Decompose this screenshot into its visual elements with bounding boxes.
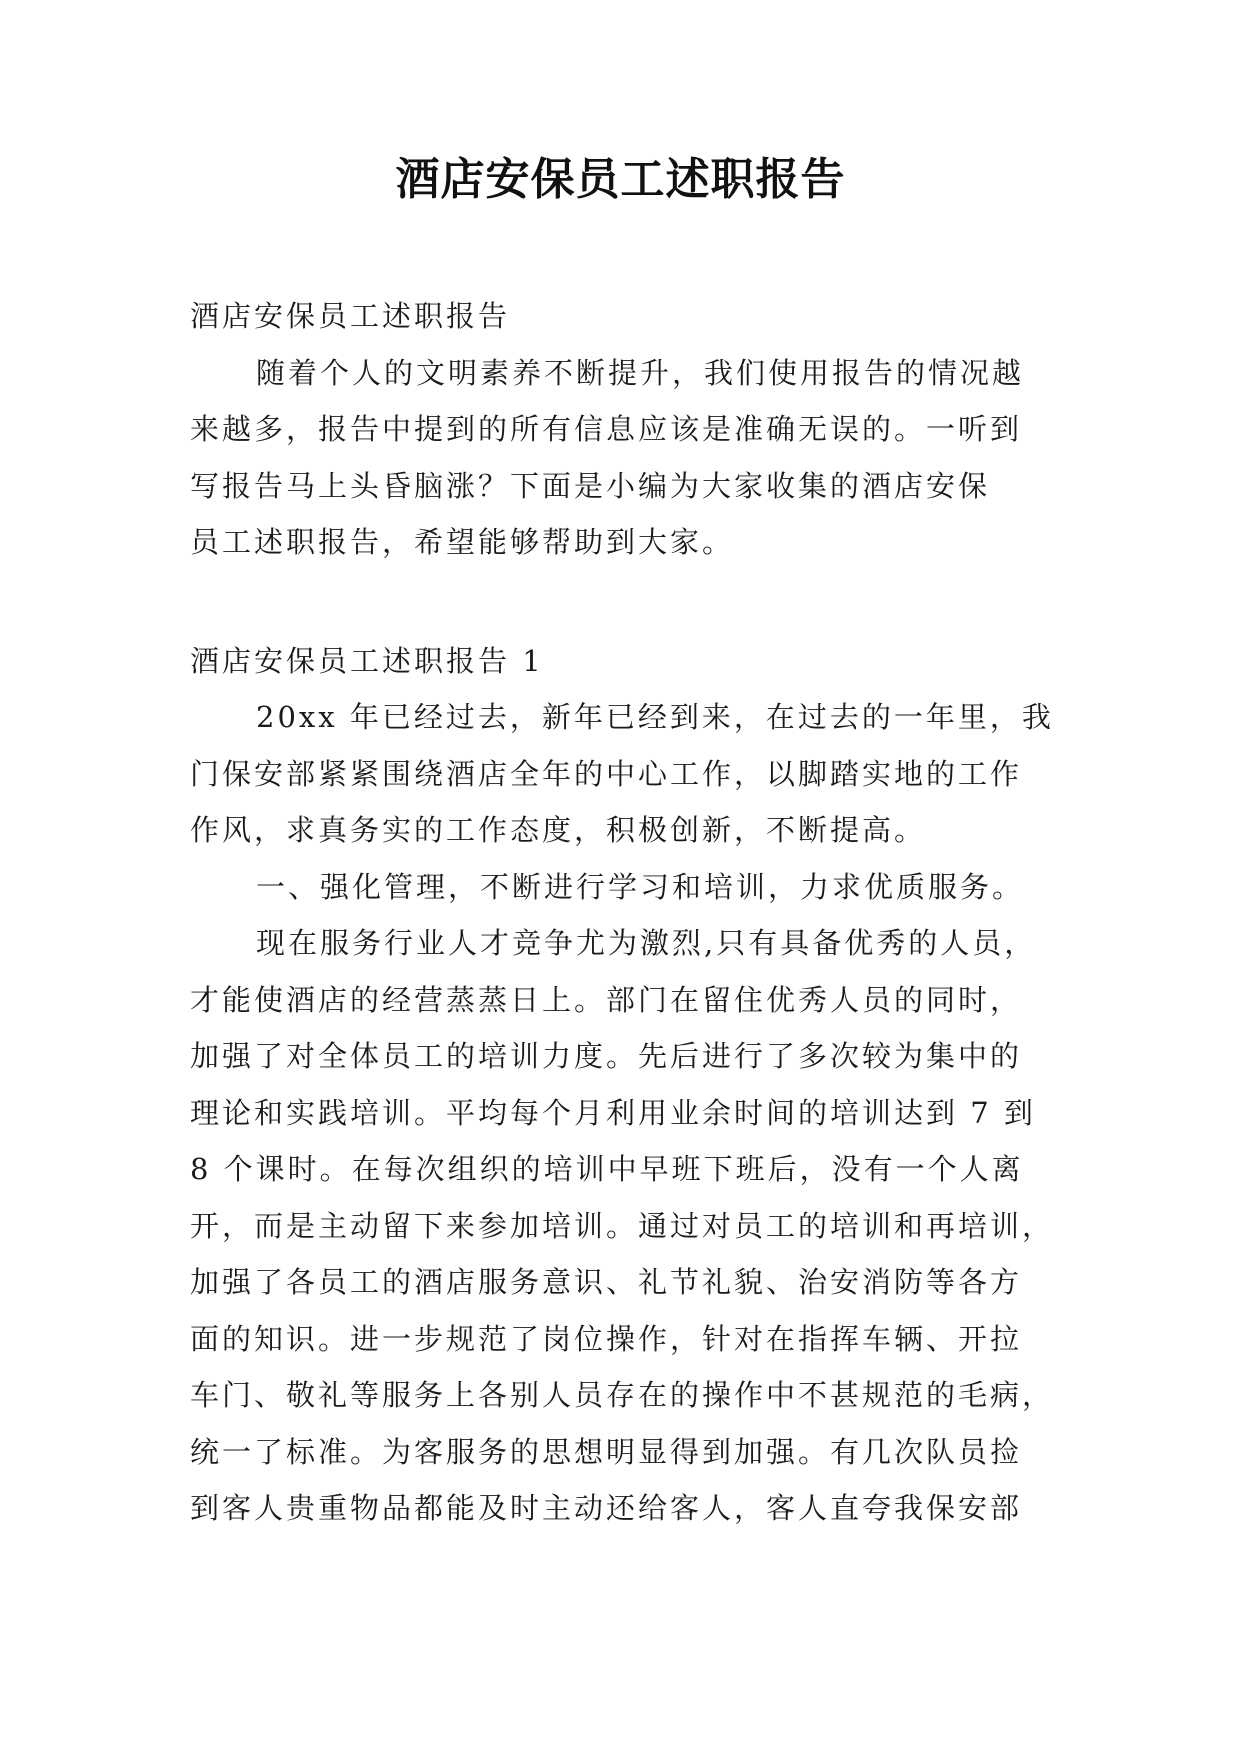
section-intro-line: 门保安部紧紧围绕酒店全年的中心工作，以脚踏实地的工作 — [190, 756, 1023, 791]
paragraph-gap — [190, 571, 1070, 633]
paragraph-line: 8 个课时。在每次组织的培训中早班下班后，没有一个人离 — [190, 1152, 1024, 1186]
paragraph-line: 统一了标准。为客服务的思想明显得到加强。有几次队员捡 — [190, 1434, 1023, 1469]
subheading: 一、强化管理，不断进行学习和培训，力求优质服务。 — [256, 869, 1025, 904]
intro-line: 员工述职报告，希望能够帮助到大家。 — [190, 525, 735, 559]
document-title: 酒店安保员工述职报告 — [395, 154, 846, 205]
intro-heading: 酒店安保员工述职报告 — [190, 299, 511, 333]
paragraph-line: 加强了对全体员工的培训力度。先后进行了多次较为集中的 — [190, 1039, 1023, 1073]
paragraph-line: 面的知识。进一步规范了岗位操作，针对在指挥车辆、开拉 — [190, 1321, 1023, 1356]
paragraph-line: 理论和实践培训。平均每个月利用业余时间的培训达到 7 到 — [190, 1095, 1036, 1130]
document-body — [190, 288, 1070, 1537]
section-intro-line: 20xx 年已经过去，新年已经到来，在过去的一年里，我 — [256, 700, 1054, 734]
paragraph-line: 到客人贵重物品都能及时主动还给客人，客人直夸我保安部 — [190, 1491, 1023, 1525]
intro-line: 随着个人的文明素养不断提升，我们使用报告的情况越 — [256, 355, 1025, 390]
intro-line: 来越多，报告中提到的所有信息应该是准确无误的。一听到 — [190, 412, 1023, 446]
section-heading: 酒店安保员工述职报告 1 — [190, 643, 544, 678]
paragraph-line: 开，而是主动留下来参加培训。通过对员工的培训和再培训， — [190, 1208, 1055, 1243]
paragraph-line: 现在服务行业人才竞争尤为激烈,只有具备优秀的人员， — [256, 926, 1037, 960]
paragraph-line: 才能使酒店的经营蒸蒸日上。部门在留住优秀人员的同时， — [190, 982, 1023, 1017]
paragraph-line: 加强了各员工的酒店服务意识、礼节礼貌、治安消防等各方 — [190, 1265, 1023, 1299]
section-intro-line: 作风，求真务实的工作态度，积极创新，不断提高。 — [190, 813, 927, 847]
intro-line: 写报告马上头昏脑涨？下面是小编为大家收集的酒店安保 — [190, 468, 991, 503]
paragraph-line: 车门、敬礼等服务上各别人员存在的操作中不甚规范的毛病， — [190, 1378, 1055, 1412]
